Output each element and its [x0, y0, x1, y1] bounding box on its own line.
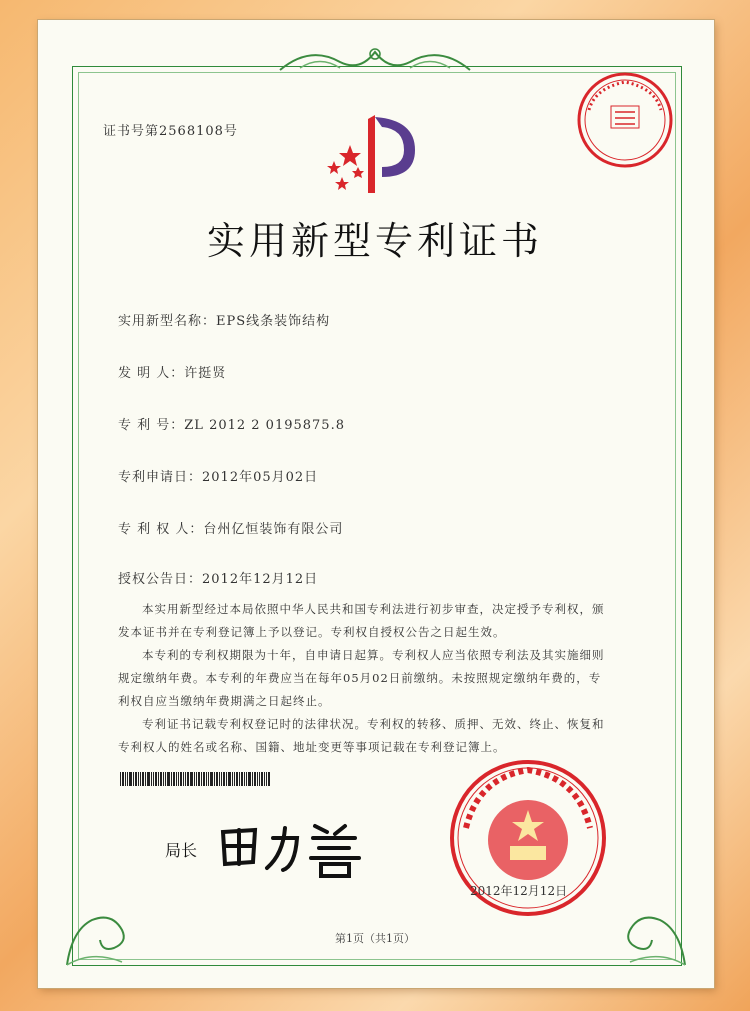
director-label: 局长	[165, 841, 198, 860]
barcode-bar	[158, 772, 159, 786]
paragraph-line: 本实用新型经过本局依照中华人民共和国专利法进行初步审查，决定授予专利权，颁	[142, 602, 605, 616]
barcode-bar	[196, 772, 197, 786]
barcode-bar	[223, 772, 225, 786]
barcode-bar	[206, 772, 207, 786]
barcode-bar	[180, 772, 182, 786]
barcode-bar	[178, 772, 179, 786]
barcode-bar	[138, 772, 139, 786]
barcode-bar	[153, 772, 154, 786]
barcode-bar	[210, 772, 213, 786]
barcode	[120, 772, 305, 786]
barcode-bar	[246, 772, 247, 786]
paragraph-line: 发本证书并在专利登记簿上予以登记。专利权自授权公告之日起生效。	[118, 625, 506, 639]
barcode-bar	[145, 772, 146, 786]
barcode-bar	[122, 772, 124, 786]
barcode-bar	[266, 772, 267, 786]
patent-office-logo	[320, 105, 435, 200]
barcode-bar	[214, 772, 215, 786]
barcode-bar	[190, 772, 193, 786]
registration-seal	[575, 70, 675, 170]
certificate-number: 证书号第2568108号	[103, 124, 238, 139]
barcode-bar	[147, 772, 150, 786]
barcode-bar	[127, 772, 128, 786]
patent-holder: 专 利 权 人：台州亿恒装饰有限公司	[118, 522, 344, 537]
barcode-bar	[216, 772, 218, 786]
paragraph-line: 规定缴纳年费。本专利的年费应当在每年05月02日前缴纳。未按照规定缴纳年费的，专	[118, 671, 602, 685]
barcode-bar	[221, 772, 222, 786]
barcode-bar	[208, 772, 209, 786]
barcode-bar	[236, 772, 238, 786]
paragraph-line: 专利证书记载专利权登记时的法律状况。专利权的转移、质押、无效、终止、恢复和	[142, 717, 605, 731]
barcode-bar	[203, 772, 205, 786]
barcode-bar	[176, 772, 177, 786]
barcode-bar	[185, 772, 186, 786]
barcode-bar	[165, 772, 166, 786]
barcode-bar	[133, 772, 134, 786]
application-date: 专利申请日：2012年05月02日	[118, 470, 319, 485]
barcode-bar	[163, 772, 164, 786]
barcode-bar	[252, 772, 253, 786]
director-signature	[215, 818, 375, 878]
barcode-bar	[140, 772, 141, 786]
barcode-bar	[219, 772, 220, 786]
paragraph-line: 本专利的专利权期限为十年，自申请日起算。专利权人应当依照专利法及其实施细则	[142, 648, 605, 662]
barcode-bar	[248, 772, 251, 786]
barcode-bar	[226, 772, 227, 786]
barcode-bar	[142, 772, 144, 786]
barcode-bar	[120, 772, 121, 786]
barcode-bar	[183, 772, 184, 786]
barcode-bar	[173, 772, 175, 786]
barcode-bar	[239, 772, 240, 786]
certificate-title: 实用新型专利证书	[206, 219, 543, 263]
barcode-bar	[125, 772, 126, 786]
barcode-bar	[257, 772, 258, 786]
page-number: 第1页（共1页）	[335, 932, 415, 945]
barcode-bar	[129, 772, 132, 786]
barcode-bar	[232, 772, 233, 786]
barcode-bar	[268, 772, 270, 786]
barcode-bar	[198, 772, 200, 786]
top-ornament	[270, 40, 480, 80]
barcode-bar	[171, 772, 172, 786]
barcode-bar	[135, 772, 137, 786]
barcode-bar	[234, 772, 235, 786]
barcode-bar	[187, 772, 189, 786]
patent-number: 专 利 号：ZL 2012 2 0195875.8	[118, 418, 345, 433]
barcode-bar	[201, 772, 202, 786]
seal-date: 2012年12月12日	[470, 884, 568, 898]
paragraph-line: 专利权人的姓名或名称、国籍、地址变更等事项记载在专利登记簿上。	[118, 740, 506, 754]
barcode-bar	[194, 772, 195, 786]
barcode-bar	[228, 772, 231, 786]
barcode-bar	[264, 772, 265, 786]
barcode-bar	[155, 772, 157, 786]
inventor: 发 明 人：许挺贤	[118, 366, 227, 381]
barcode-bar	[241, 772, 243, 786]
barcode-bar	[259, 772, 260, 786]
barcode-bar	[160, 772, 162, 786]
barcode-bar	[151, 772, 152, 786]
barcode-bar	[244, 772, 245, 786]
body-paragraphs	[118, 598, 638, 759]
barcode-bar	[254, 772, 256, 786]
paragraph-line: 利权自应当缴纳年费期满之日起终止。	[118, 694, 331, 708]
barcode-bar	[261, 772, 263, 786]
barcode-bar	[167, 772, 170, 786]
utility-model-name: 实用新型名称：EPS线条装饰结构	[118, 314, 331, 329]
grant-date: 授权公告日：2012年12月12日	[118, 572, 319, 587]
